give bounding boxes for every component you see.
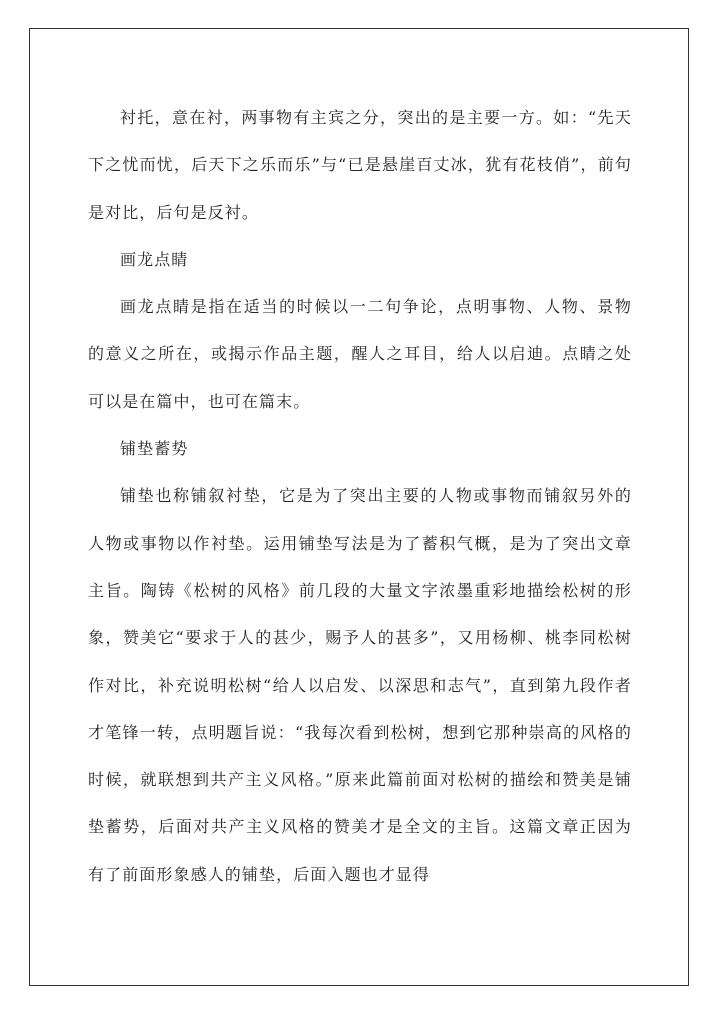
paragraph-foreshadowing: 铺垫也称铺叙衬垫，它是为了突出主要的人物或事物而铺叙另外的人物或事物以作衬垫。运用铺垫写法是为了蓄积气概，是为了突出文章主旨。陶铸《松树的风格》前几段的大量文字浓墨重彩地描绘松树的形象，赞美它“要求于人的甚少，赐予人的甚多”，又用杨柳、桃李同松树作对比，补充说明松树“给人以启发、以深思和志气”，直到第九段作者才笔锋一转，点明题旨说：“我每次看到松树，想到它那种崇高的风格的时候，就联想到共产主义风格。”原来此篇前面对松树的描绘和赞美是铺垫蓄势，后面对共产主义风格的赞美才是全文的主旨。这篇文章正因为有了前面形象感人的铺垫，后面入题也才显得 [88,486,632,884]
paragraph-dragon-eye: 画龙点睛是指在适当的时候以一二句争论，点明事物、人物、景物的意义之所在，或揭示作品主题，醒人之耳目，给人以启迪。点睛之处可以是在篇中，也可在篇末。 [88,297,632,411]
paragraph-contrast: 衬托，意在衬，两事物有主宾之分，突出的是主要一方。如：“先天下之忧而忧，后天下之乐而乐”与“已是悬崖百丈冰，犹有花枝俏”，前句是对比，后句是反衬。 [88,108,632,222]
document-body [88,94,632,898]
heading-foreshadowing: 铺垫蓄势 [120,439,189,459]
heading-dragon-eye: 画龙点睛 [120,249,189,269]
